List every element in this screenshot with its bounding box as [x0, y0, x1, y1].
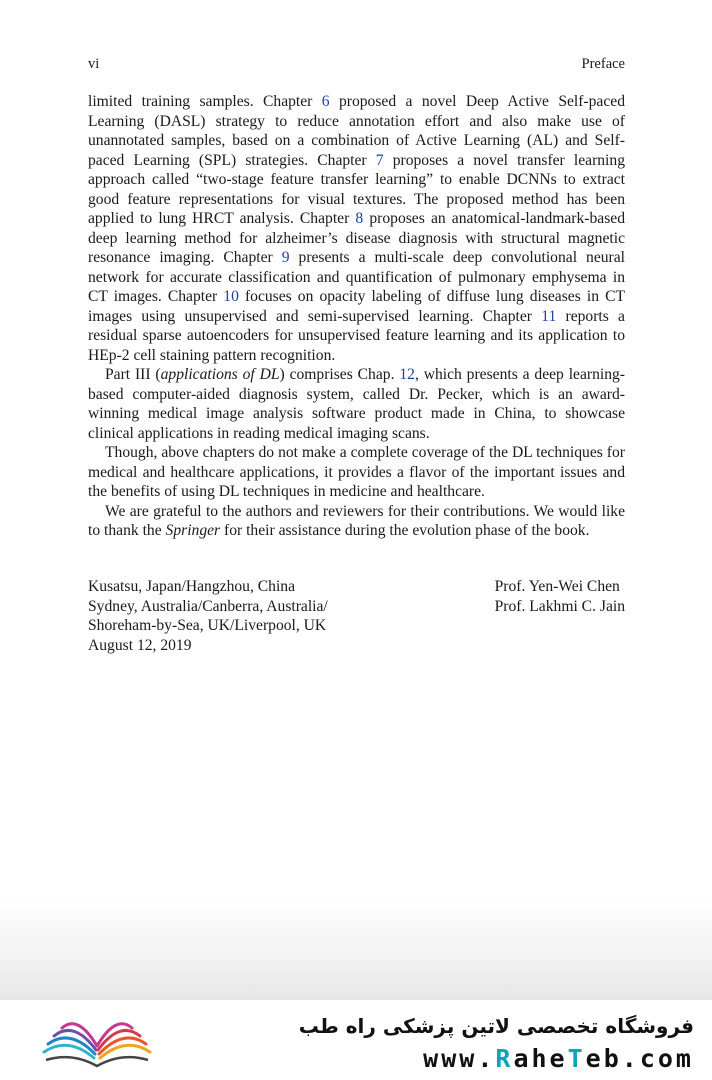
- chapter-link[interactable]: 11: [541, 307, 557, 325]
- text-run: , which presents a deep learning-based computer-aided diagnosis system, called Dr. Pecker, which is an award-winning medical image analysis software product made in China, to showcase clinical applications in reading medical imaging scans.: [88, 366, 625, 442]
- store-watermark-banner: [0, 1000, 712, 1080]
- paragraph: [88, 365, 625, 443]
- store-url-part: ahe: [513, 1044, 568, 1073]
- text-run: proposed a novel Deep Active Self-paced Learning (DASL) strategy to reduce annotation effort and also make use of unannotated samples, based on a combination of Active Learning (AL) and Self-paced Learning (SPL) strategies. Chapter: [88, 93, 625, 169]
- signoff-date: August 12, 2019: [88, 636, 192, 654]
- chapter-link[interactable]: 7: [375, 151, 384, 169]
- text-run: presents a multi-scale deep convolutional neural network for accurate classification and quantification of pulmonary emphysema in CT images. Chapter: [88, 249, 625, 305]
- signoff-place-line: Kusatsu, Japan/Hangzhou, China: [88, 578, 296, 595]
- running-head: [88, 56, 625, 76]
- store-url-prefix: www.: [423, 1044, 496, 1073]
- chapter-link[interactable]: 12: [399, 366, 415, 383]
- paragraph: [88, 502, 625, 541]
- chapter-link[interactable]: 6: [321, 93, 330, 110]
- text-run: limited training samples. Chapter: [88, 93, 322, 110]
- signoff-place-line: Sydney, Australia/Canberra, Australia/: [88, 597, 328, 615]
- paragraph: [88, 92, 625, 365]
- text-run: focuses on opacity labeling of diffuse lung diseases in CT images using unsupervised and semi-supervised learning. Chapter: [88, 288, 625, 325]
- text-run: Part III (: [105, 366, 161, 383]
- italic-text: applications of DL: [160, 366, 280, 383]
- store-url-part: eb: [585, 1044, 622, 1073]
- text-run: proposes an anatomical-landmark-based deep learning method for alzheimer’s disease diagnosis with structural magnetic resonance imaging. Chapter: [88, 210, 625, 266]
- open-book-rainbow-logo-icon: [38, 1014, 156, 1070]
- store-name: فروشگاه تخصصی لاتین پزشکی راه طب: [298, 1014, 694, 1038]
- running-section-title: Preface: [581, 56, 625, 72]
- chapter-link[interactable]: 10: [223, 288, 239, 305]
- store-url-suffix: .com: [621, 1044, 694, 1073]
- text-run: Though, above chapters do not make a complete coverage of the DL techniques for medical and healthcare applications, it provides a flavor of the important issues and the benefits of using DL techniques in medicine and healthcare.: [88, 444, 625, 500]
- store-url-brand-letter: T: [567, 1044, 586, 1073]
- signoff-places: [88, 577, 328, 655]
- signoff-place-line: Shoreham-by-Sea, UK/Liverpool, UK: [88, 617, 327, 634]
- text-run: ) comprises Chap.: [279, 366, 400, 383]
- text-run: proposes a novel transfer learning approach called “two-stage feature transfer learning” to enable DCNNs to extract good feature representations for visual textures. The proposed method has been applied to lung HRCT analysis. Chapter: [88, 151, 625, 227]
- chapter-link[interactable]: 8: [355, 210, 364, 227]
- signoff-author: Prof. Lakhmi C. Jain: [494, 597, 625, 615]
- preface-body: [88, 92, 625, 541]
- italic-text: Springer: [165, 522, 221, 539]
- chapter-link[interactable]: 9: [281, 249, 290, 266]
- signoff-authors: [495, 577, 625, 616]
- page-number: vi: [88, 56, 100, 72]
- store-url: [364, 1044, 694, 1073]
- text-run: for their assistance during the evolution phase of the book.: [220, 522, 590, 539]
- signoff-author: Prof. Yen-Wei Chen: [494, 578, 620, 595]
- paragraph: [88, 443, 625, 502]
- text-run: We are grateful to the authors and reviewers for their contributions. We would like to thank the: [88, 502, 625, 539]
- store-url-brand-letter: R: [495, 1044, 514, 1073]
- page-bottom-shadow: [0, 900, 712, 1000]
- text-run: reports a residual sparse autoencoders for unsupervised feature learning and its application to HEp-2 cell staining pattern recognition.: [88, 307, 625, 364]
